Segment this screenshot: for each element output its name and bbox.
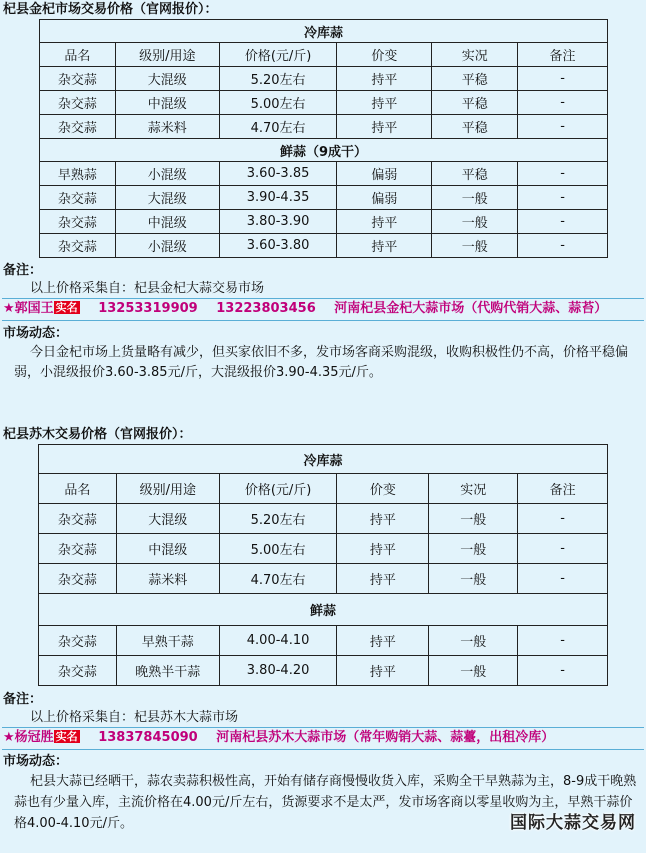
table-cell: 一般 bbox=[429, 656, 518, 686]
star-icon: ★ bbox=[3, 730, 15, 745]
contact-description: 河南杞县苏木大蒜市场（常年购销大蒜、蒜薹，出租冷库） bbox=[216, 730, 555, 745]
table-cell: 平稳 bbox=[432, 162, 518, 186]
table-cell: 持平 bbox=[337, 504, 429, 534]
table-cell: 3.80-3.90 bbox=[219, 210, 337, 234]
table-cell: 杂交蒜 bbox=[39, 656, 117, 686]
column-header: 实况 bbox=[429, 474, 518, 504]
table-cell: - bbox=[518, 534, 608, 564]
star-icon: ★ bbox=[3, 301, 15, 316]
table-row bbox=[40, 234, 608, 258]
table-cell: 中混级 bbox=[116, 534, 219, 564]
table-column-headers bbox=[40, 43, 608, 67]
section-title: 杞县苏木交易价格（官网报价）： bbox=[3, 427, 192, 442]
note-label: 备注： bbox=[3, 263, 43, 278]
column-header: 品名 bbox=[40, 43, 116, 67]
contact-description: 河南杞县金杞大蒜市场（代购代销大蒜、蒜苔） bbox=[334, 301, 608, 316]
table-cell: - bbox=[518, 186, 608, 210]
watermark: 国际大蒜交易网 bbox=[510, 813, 636, 833]
column-header: 价格(元/斤) bbox=[219, 474, 337, 504]
contact-phone: 13223803456 bbox=[216, 301, 316, 316]
section-jinqi bbox=[0, 0, 646, 383]
table-row bbox=[39, 534, 608, 564]
table-cell: 持平 bbox=[337, 234, 432, 258]
table-cell: 大混级 bbox=[116, 504, 219, 534]
table-cell: 平稳 bbox=[432, 115, 518, 139]
table-cell: 4.70左右 bbox=[219, 564, 337, 594]
table-cell: 持平 bbox=[337, 656, 429, 686]
table-cell: 杂交蒜 bbox=[40, 115, 116, 139]
table-cell: - bbox=[518, 210, 608, 234]
table-cell: 4.00-4.10 bbox=[219, 626, 337, 656]
table-cell: - bbox=[518, 162, 608, 186]
table-cell: - bbox=[518, 91, 608, 115]
note-label: 备注： bbox=[3, 692, 43, 707]
table-column-headers bbox=[39, 474, 608, 504]
price-table bbox=[39, 19, 608, 258]
verified-badge: 实名 bbox=[55, 301, 78, 314]
table-cell: 中混级 bbox=[115, 91, 219, 115]
table-cell: 一般 bbox=[429, 534, 518, 564]
table-cell: 5.00左右 bbox=[219, 534, 337, 564]
table-cell: 早熟蒜 bbox=[40, 162, 116, 186]
table-cell: - bbox=[518, 115, 608, 139]
table-row bbox=[39, 626, 608, 656]
table-cell: 杂交蒜 bbox=[39, 534, 117, 564]
table-cell: 3.60-3.85 bbox=[219, 162, 337, 186]
table-cell: 杂交蒜 bbox=[40, 186, 116, 210]
table-row bbox=[40, 91, 608, 115]
table-cell: 5.00左右 bbox=[219, 91, 337, 115]
market-news-label: 市场动态： bbox=[3, 326, 69, 341]
table-cell: 持平 bbox=[337, 534, 429, 564]
table-cell: 持平 bbox=[337, 210, 432, 234]
table-row bbox=[39, 656, 608, 686]
contact-phone: 13837845090 bbox=[98, 730, 198, 745]
note-text: 以上价格采集自：杞县金杞大蒜交易市场 bbox=[30, 281, 265, 296]
table-cell: 一般 bbox=[429, 504, 518, 534]
table-cell: 3.60-3.80 bbox=[219, 234, 337, 258]
column-header: 备注 bbox=[518, 474, 608, 504]
column-header: 级别/用途 bbox=[115, 43, 219, 67]
note-text: 以上价格采集自：杞县苏木大蒜市场 bbox=[30, 710, 239, 725]
table-cell: 早熟干蒜 bbox=[116, 626, 219, 656]
table-group-header: 冷库蒜 bbox=[39, 445, 608, 474]
table-cell: 偏弱 bbox=[337, 186, 432, 210]
table-cell: 小混级 bbox=[115, 162, 219, 186]
column-header: 价变 bbox=[337, 474, 429, 504]
table-cell: - bbox=[518, 656, 608, 686]
table-cell: 小混级 bbox=[115, 234, 219, 258]
table-cell: - bbox=[518, 234, 608, 258]
table-cell: 平稳 bbox=[432, 67, 518, 91]
table-cell: 一般 bbox=[429, 626, 518, 656]
table-group-header: 冷库蒜 bbox=[40, 20, 608, 43]
table-row bbox=[40, 115, 608, 139]
table-cell: 持平 bbox=[337, 67, 432, 91]
table-row bbox=[40, 186, 608, 210]
table-cell: 蒜米料 bbox=[116, 564, 219, 594]
contact-line bbox=[0, 728, 646, 747]
table-cell: 大混级 bbox=[115, 186, 219, 210]
contact-name[interactable]: 杨冠胜 bbox=[14, 730, 54, 745]
price-table bbox=[38, 444, 608, 686]
table-cell: - bbox=[518, 626, 608, 656]
table-cell: 杂交蒜 bbox=[39, 626, 117, 656]
table-cell: 一般 bbox=[432, 210, 518, 234]
contact-name[interactable]: 郭国王 bbox=[14, 301, 54, 316]
column-header: 实况 bbox=[432, 43, 518, 67]
table-cell: 偏弱 bbox=[337, 162, 432, 186]
section-title: 杞县金杞市场交易价格（官网报价）： bbox=[3, 2, 218, 17]
market-news-text: 杞县大蒜已经晒干，蒜农卖蒜积极性高，开始有储存商慢慢收货入库，采购全干早熟蒜为主，8-9成干晚熟蒜也有少量入库，主流价格在4.00元/斤左右，货源要求不是太严，发市场客商以零星收购为主，早熟干蒜价格4.00-4.10元/斤。 bbox=[14, 774, 637, 831]
table-cell: 杂交蒜 bbox=[40, 210, 116, 234]
table-cell: 4.70左右 bbox=[219, 115, 337, 139]
table-cell: - bbox=[518, 564, 608, 594]
table-cell: 中混级 bbox=[115, 210, 219, 234]
table-cell: 平稳 bbox=[432, 91, 518, 115]
verified-badge: 实名 bbox=[55, 730, 78, 743]
table-row bbox=[40, 67, 608, 91]
table-cell: 持平 bbox=[337, 115, 432, 139]
table-cell: 杂交蒜 bbox=[40, 234, 116, 258]
table-row bbox=[39, 504, 608, 534]
table-row bbox=[40, 210, 608, 234]
table-cell: 杂交蒜 bbox=[39, 564, 117, 594]
table-cell: 持平 bbox=[337, 91, 432, 115]
table-group-header: 鲜蒜（9成干） bbox=[40, 139, 608, 162]
table-cell: 杂交蒜 bbox=[39, 504, 117, 534]
market-news-text: 今日金杞市场上货量略有减少，但买家依旧不多，发市场客商采购混级，收购积极性仍不高，价格平稳偏弱，小混级报价3.60-3.85元/斤，大混级报价3.90-4.35元/斤。 bbox=[14, 345, 629, 380]
table-cell: 蒜米料 bbox=[115, 115, 219, 139]
contact-phone: 13253319909 bbox=[98, 301, 198, 316]
column-header: 备注 bbox=[518, 43, 608, 67]
table-cell: - bbox=[518, 504, 608, 534]
table-cell: 一般 bbox=[429, 564, 518, 594]
table-cell: 3.80-4.20 bbox=[219, 656, 337, 686]
section-sumu bbox=[0, 425, 646, 834]
table-cell: 杂交蒜 bbox=[40, 67, 116, 91]
market-news-label: 市场动态： bbox=[3, 754, 69, 769]
table-cell: - bbox=[518, 67, 608, 91]
column-header: 品名 bbox=[39, 474, 117, 504]
table-cell: 晚熟半干蒜 bbox=[116, 656, 219, 686]
column-header: 价变 bbox=[337, 43, 432, 67]
contact-line bbox=[0, 299, 646, 318]
table-cell: 一般 bbox=[432, 186, 518, 210]
table-group-header: 鲜蒜 bbox=[39, 594, 608, 626]
column-header: 价格(元/斤) bbox=[219, 43, 337, 67]
table-cell: 大混级 bbox=[115, 67, 219, 91]
table-cell: 5.20左右 bbox=[219, 67, 337, 91]
table-row bbox=[40, 162, 608, 186]
table-cell: 5.20左右 bbox=[219, 504, 337, 534]
column-header: 级别/用途 bbox=[116, 474, 219, 504]
table-cell: 3.90-4.35 bbox=[219, 186, 337, 210]
table-cell: 持平 bbox=[337, 626, 429, 656]
table-cell: 持平 bbox=[337, 564, 429, 594]
table-cell: 一般 bbox=[432, 234, 518, 258]
table-cell: 杂交蒜 bbox=[40, 91, 116, 115]
table-row bbox=[39, 564, 608, 594]
